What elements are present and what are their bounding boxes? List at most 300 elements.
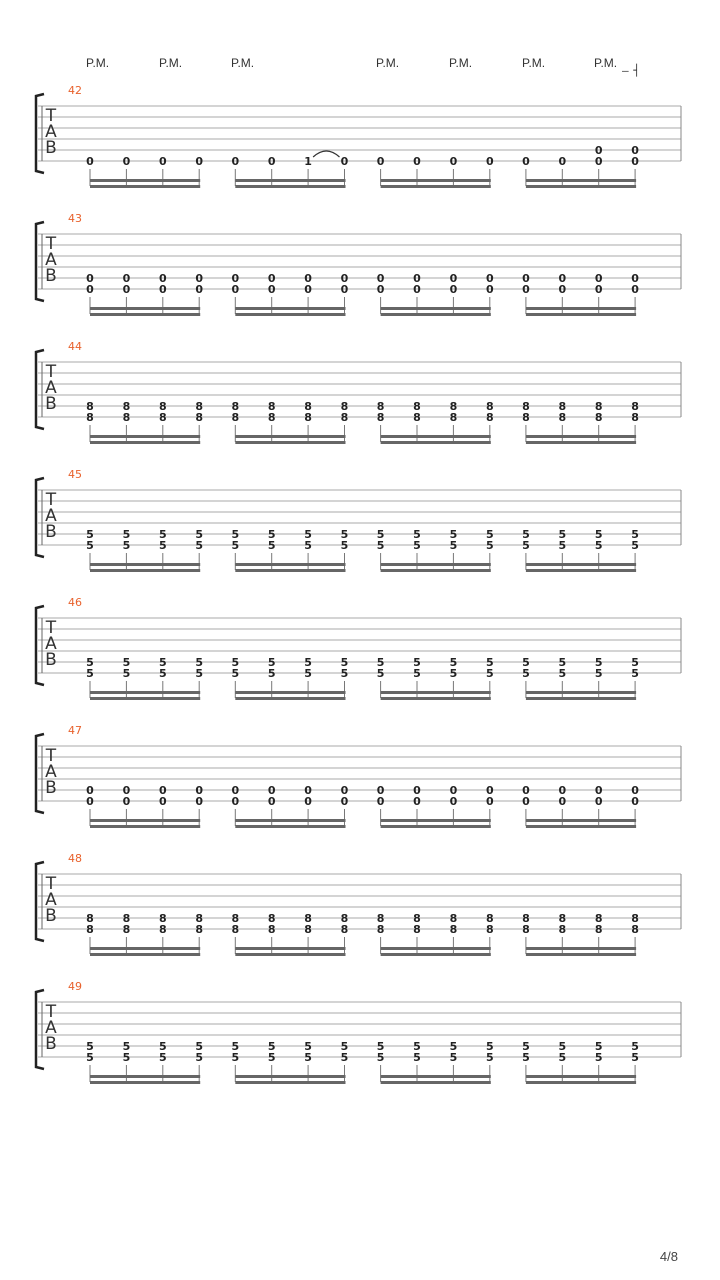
fret-number: 5 (195, 539, 204, 552)
fret-number: 0 (558, 272, 567, 285)
beam (90, 697, 200, 700)
fret-number: 5 (485, 667, 494, 680)
fret-number: 5 (376, 1040, 385, 1053)
fret-number: 8 (522, 923, 530, 936)
fret-number: 0 (522, 272, 530, 285)
fret-number: 5 (558, 528, 567, 541)
fret-number: 8 (158, 400, 167, 413)
measure-number: 49 (68, 980, 82, 993)
fret-number: 8 (122, 912, 131, 925)
beam (90, 179, 200, 182)
fret-number: 0 (558, 795, 567, 808)
palm-mute-mark: P.M. (86, 56, 110, 70)
fret-number: 8 (485, 400, 494, 413)
fret-number: 5 (158, 1040, 167, 1053)
tab-clef-letter: A (45, 506, 57, 526)
fret-number: 8 (631, 411, 639, 424)
tab-clef-letter: B (45, 650, 57, 670)
fret-number: 0 (86, 155, 94, 168)
fret-number: 5 (158, 656, 167, 669)
fret-number: 0 (413, 272, 421, 285)
fret-number: 8 (195, 400, 204, 413)
fret-number: 5 (376, 539, 385, 552)
fret-number: 0 (376, 155, 385, 168)
beam (381, 435, 491, 438)
tab-clef-letter: T (45, 490, 57, 510)
fret-number: 0 (86, 283, 94, 296)
fret-number: 5 (231, 539, 240, 552)
fret-number: 0 (340, 272, 349, 285)
tab-clef-letter: T (45, 234, 57, 254)
fret-number: 0 (122, 283, 131, 296)
tab-system-49 (36, 980, 681, 1084)
fret-number: 5 (267, 1040, 276, 1053)
beam (526, 953, 636, 956)
fret-number: 0 (594, 144, 603, 157)
tab-clef-letter: A (45, 890, 57, 910)
fret-number: 5 (413, 539, 421, 552)
tab-clef-letter: A (45, 378, 57, 398)
fret-number: 5 (267, 539, 276, 552)
fret-number: 5 (122, 1051, 131, 1064)
beam (526, 825, 636, 828)
fret-number: 8 (267, 912, 276, 925)
tab-system-45 (36, 468, 681, 572)
fret-number: 5 (558, 1051, 567, 1064)
beam (526, 307, 636, 310)
beam (90, 819, 200, 822)
fret-number: 0 (340, 784, 349, 797)
fret-number: 8 (195, 912, 204, 925)
fret-number: 5 (413, 528, 421, 541)
fret-number: 5 (122, 667, 131, 680)
beam (235, 825, 345, 828)
fret-number: 0 (267, 784, 276, 797)
beam (381, 953, 491, 956)
tab-system-48 (36, 852, 681, 956)
fret-number: 5 (86, 1040, 94, 1053)
fret-number: 8 (267, 400, 276, 413)
fret-number: 5 (158, 1051, 167, 1064)
beam (235, 1081, 345, 1084)
fret-number: 5 (594, 1040, 603, 1053)
beam (526, 563, 636, 566)
fret-number: 5 (195, 656, 204, 669)
fret-number: 0 (231, 155, 240, 168)
fret-number: 5 (86, 1051, 94, 1064)
fret-number: 8 (86, 411, 94, 424)
fret-number: 5 (485, 656, 494, 669)
tab-system-47 (36, 724, 681, 828)
fret-number: 8 (558, 411, 567, 424)
fret-number: 8 (86, 923, 94, 936)
measure-number: 43 (68, 212, 82, 225)
tab-clef-letter: A (45, 634, 57, 654)
fret-number: 5 (594, 539, 603, 552)
fret-number: 0 (304, 272, 312, 285)
measure-number: 42 (68, 84, 82, 97)
fret-number: 0 (522, 795, 530, 808)
fret-number: 0 (449, 155, 458, 168)
beam (526, 819, 636, 822)
fret-number: 0 (267, 283, 276, 296)
fret-number: 8 (413, 923, 421, 936)
fret-number: 5 (122, 1040, 131, 1053)
fret-number: 5 (304, 1051, 312, 1064)
beam (526, 569, 636, 572)
fret-number: 8 (376, 411, 385, 424)
fret-number: 5 (158, 539, 167, 552)
fret-number: 8 (231, 400, 240, 413)
fret-number: 8 (522, 912, 530, 925)
fret-number: 0 (86, 795, 94, 808)
fret-number: 5 (631, 1040, 639, 1053)
fret-number: 5 (449, 1051, 458, 1064)
fret-number: 5 (413, 656, 421, 669)
fret-number: 0 (304, 784, 312, 797)
fret-number: 5 (304, 667, 312, 680)
fret-number: 8 (304, 912, 312, 925)
beam (235, 569, 345, 572)
fret-number: 5 (195, 1051, 204, 1064)
beam (90, 435, 200, 438)
fret-number: 5 (594, 656, 603, 669)
fret-number: 5 (340, 656, 349, 669)
fret-number: 8 (449, 411, 458, 424)
tab-clef-letter: T (45, 106, 57, 126)
fret-number: 0 (449, 272, 458, 285)
beam (381, 697, 491, 700)
fret-number: 0 (449, 283, 458, 296)
fret-number: 0 (122, 784, 131, 797)
measure-number: 46 (68, 596, 82, 609)
fret-number: 0 (122, 155, 131, 168)
beam (381, 179, 491, 182)
beam (90, 569, 200, 572)
beam (235, 1075, 345, 1078)
fret-number: 5 (86, 539, 94, 552)
fret-number: 0 (340, 795, 349, 808)
fret-number: 5 (376, 1051, 385, 1064)
fret-number: 5 (122, 539, 131, 552)
fret-number: 5 (522, 667, 530, 680)
fret-number: 8 (267, 411, 276, 424)
beam (90, 953, 200, 956)
fret-number: 5 (631, 539, 639, 552)
beam (381, 1081, 491, 1084)
fret-number: 0 (158, 784, 167, 797)
fret-number: 5 (231, 667, 240, 680)
beam (526, 697, 636, 700)
fret-number: 0 (267, 272, 276, 285)
beam (235, 185, 345, 188)
tab-clef-letter: B (45, 522, 57, 542)
fret-number: 0 (485, 784, 494, 797)
measure-number: 47 (68, 724, 82, 737)
fret-number: 0 (340, 283, 349, 296)
fret-number: 0 (267, 795, 276, 808)
fret-number: 8 (304, 923, 312, 936)
fret-number: 8 (522, 400, 530, 413)
fret-number: 0 (231, 795, 240, 808)
beam (526, 185, 636, 188)
fret-number: 0 (522, 155, 530, 168)
fret-number: 8 (522, 411, 530, 424)
fret-number: 0 (413, 784, 421, 797)
beam (526, 691, 636, 694)
fret-number: 0 (594, 272, 603, 285)
fret-number: 5 (304, 656, 312, 669)
palm-mute-mark: P.M. (231, 56, 255, 70)
fret-number: 5 (449, 528, 458, 541)
fret-number: 8 (594, 411, 603, 424)
fret-number: 0 (376, 272, 385, 285)
fret-number: 5 (631, 1051, 639, 1064)
fret-number: 5 (522, 539, 530, 552)
tab-clef-letter: B (45, 138, 57, 158)
beam (90, 307, 200, 310)
beam (235, 697, 345, 700)
fret-number: 8 (558, 400, 567, 413)
fret-number: 0 (631, 283, 639, 296)
fret-number: 0 (558, 155, 567, 168)
beam (526, 313, 636, 316)
beam (235, 179, 345, 182)
beam (235, 691, 345, 694)
fret-number: 5 (522, 656, 530, 669)
fret-number: 5 (449, 656, 458, 669)
fret-number: 0 (158, 283, 167, 296)
fret-number: 5 (449, 667, 458, 680)
fret-number: 8 (86, 912, 94, 925)
fret-number: 5 (631, 528, 639, 541)
fret-number: 5 (413, 1040, 421, 1053)
fret-number: 0 (631, 155, 639, 168)
fret-number: 0 (413, 795, 421, 808)
beam (90, 691, 200, 694)
fret-number: 0 (195, 272, 204, 285)
palm-mute-mark: P.M. (376, 56, 400, 70)
beam (381, 569, 491, 572)
fret-number: 5 (485, 539, 494, 552)
fret-number: 0 (413, 155, 421, 168)
fret-number: 5 (594, 528, 603, 541)
fret-number: 8 (376, 912, 385, 925)
fret-number: 5 (631, 667, 639, 680)
fret-number: 5 (413, 667, 421, 680)
beam (235, 307, 345, 310)
beam (526, 441, 636, 444)
fret-number: 0 (195, 784, 204, 797)
fret-number: 5 (195, 528, 204, 541)
fret-number: 5 (304, 1040, 312, 1053)
tab-clef-letter: T (45, 362, 57, 382)
fret-number: 0 (631, 784, 639, 797)
fret-number: 0 (340, 155, 349, 168)
fret-number: 8 (158, 411, 167, 424)
beam (235, 953, 345, 956)
fret-number: 8 (231, 912, 240, 925)
fret-number: 0 (522, 784, 530, 797)
fret-number: 8 (413, 400, 421, 413)
beam (90, 441, 200, 444)
beam (90, 825, 200, 828)
fret-number: 5 (558, 1040, 567, 1053)
beam (90, 185, 200, 188)
fret-number: 0 (376, 784, 385, 797)
fret-number: 8 (340, 411, 349, 424)
beam (235, 947, 345, 950)
fret-number: 8 (449, 400, 458, 413)
beam (235, 313, 345, 316)
fret-number: 0 (558, 283, 567, 296)
fret-number: 5 (195, 1040, 204, 1053)
fret-number: 8 (195, 411, 204, 424)
fret-number: 0 (594, 784, 603, 797)
beam (526, 179, 636, 182)
fret-number: 5 (522, 1040, 530, 1053)
fret-number: 8 (86, 400, 94, 413)
fret-number: 5 (522, 528, 530, 541)
tab-clef-letter: T (45, 746, 57, 766)
fret-number: 0 (158, 272, 167, 285)
beam (235, 441, 345, 444)
fret-number: 8 (558, 923, 567, 936)
fret-number: 5 (340, 528, 349, 541)
fret-number: 0 (485, 272, 494, 285)
fret-number: 5 (86, 667, 94, 680)
fret-number: 5 (304, 539, 312, 552)
tab-clef-letter: B (45, 778, 57, 798)
fret-number: 0 (122, 272, 131, 285)
fret-number: 8 (376, 923, 385, 936)
fret-number: 0 (522, 283, 530, 296)
fret-number: 8 (340, 400, 349, 413)
beam (381, 1075, 491, 1078)
tab-clef-letter: A (45, 1018, 57, 1038)
fret-number: 5 (158, 528, 167, 541)
fret-number: 5 (122, 656, 131, 669)
fret-number: 5 (340, 667, 349, 680)
fret-number: 8 (340, 912, 349, 925)
fret-number: 8 (304, 400, 312, 413)
fret-number: 5 (231, 528, 240, 541)
palm-mute-mark: P.M. (449, 56, 473, 70)
fret-number: 0 (376, 795, 385, 808)
fret-number: 0 (594, 795, 603, 808)
tab-system-46 (36, 596, 681, 700)
tab-clef-letter: B (45, 906, 57, 926)
fret-number: 5 (558, 667, 567, 680)
beam (235, 435, 345, 438)
tab-clef-letter: T (45, 1002, 57, 1022)
fret-number: 5 (267, 528, 276, 541)
beam (90, 313, 200, 316)
fret-number: 5 (86, 656, 94, 669)
fret-number: 5 (376, 667, 385, 680)
fret-number: 8 (449, 912, 458, 925)
fret-number: 5 (558, 539, 567, 552)
fret-number: 0 (485, 155, 494, 168)
fret-number: 0 (449, 784, 458, 797)
fret-number: 0 (267, 155, 276, 168)
tab-clef-letter: T (45, 874, 57, 894)
fret-number: 8 (594, 400, 603, 413)
beam (381, 691, 491, 694)
fret-number: 5 (449, 1040, 458, 1053)
fret-number: 5 (485, 1051, 494, 1064)
tab-clef-letter: B (45, 266, 57, 286)
fret-number: 5 (231, 1040, 240, 1053)
beam (90, 563, 200, 566)
beam (235, 819, 345, 822)
fret-number: 1 (304, 155, 312, 168)
fret-number: 8 (158, 923, 167, 936)
fret-number: 8 (158, 912, 167, 925)
fret-number: 8 (231, 923, 240, 936)
slur (313, 151, 339, 157)
fret-number: 5 (340, 539, 349, 552)
fret-number: 0 (304, 283, 312, 296)
beam (526, 1075, 636, 1078)
fret-number: 5 (267, 656, 276, 669)
fret-number: 0 (631, 795, 639, 808)
tab-clef-letter: B (45, 1034, 57, 1054)
tab-system-44 (36, 340, 681, 444)
beam (381, 313, 491, 316)
tab-clef-letter: A (45, 762, 57, 782)
fret-number: 5 (594, 1051, 603, 1064)
fret-number: 5 (267, 1051, 276, 1064)
beam (381, 563, 491, 566)
fret-number: 5 (449, 539, 458, 552)
fret-number: 0 (122, 795, 131, 808)
beam (235, 563, 345, 566)
beam (381, 947, 491, 950)
fret-number: 8 (376, 400, 385, 413)
beam (526, 947, 636, 950)
beam (381, 825, 491, 828)
fret-number: 8 (449, 923, 458, 936)
fret-number: 8 (485, 923, 494, 936)
fret-number: 0 (558, 784, 567, 797)
fret-number: 8 (231, 411, 240, 424)
palm-mute-mark: P.M. (594, 56, 618, 70)
fret-number: 0 (195, 283, 204, 296)
fret-number: 0 (631, 144, 639, 157)
fret-number: 8 (195, 923, 204, 936)
fret-number: 0 (594, 155, 603, 168)
fret-number: 8 (122, 400, 131, 413)
tab-clef-letter: A (45, 250, 57, 270)
fret-number: 8 (340, 923, 349, 936)
fret-number: 0 (158, 155, 167, 168)
fret-number: 5 (267, 667, 276, 680)
fret-number: 5 (376, 656, 385, 669)
tab-system-43 (36, 212, 681, 316)
fret-number: 0 (231, 283, 240, 296)
fret-number: 5 (413, 1051, 421, 1064)
palm-mute-end-marker: ‒ ┤ (622, 64, 639, 77)
beam (381, 819, 491, 822)
fret-number: 8 (631, 923, 639, 936)
fret-number: 0 (413, 283, 421, 296)
fret-number: 0 (376, 283, 385, 296)
fret-number: 0 (485, 795, 494, 808)
fret-number: 5 (86, 528, 94, 541)
fret-number: 0 (304, 795, 312, 808)
fret-number: 8 (413, 411, 421, 424)
